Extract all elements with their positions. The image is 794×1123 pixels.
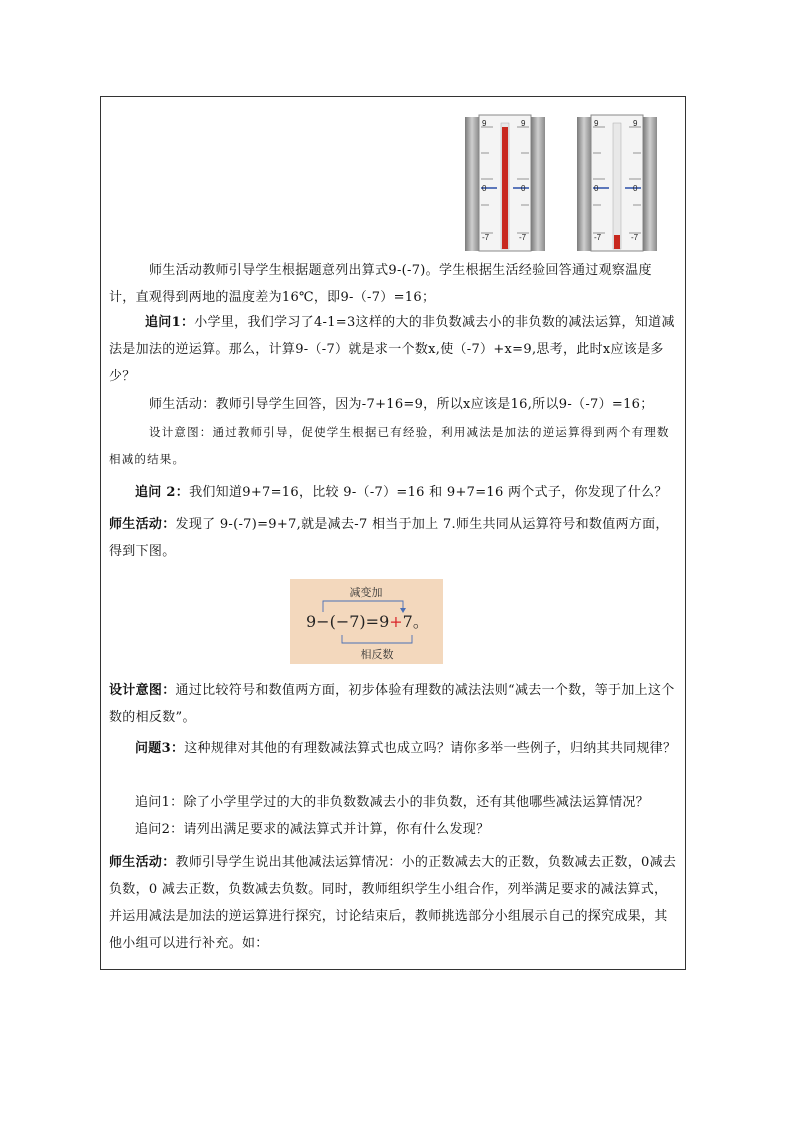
formula-expression-right: 7。 xyxy=(402,612,429,631)
mercury-column-1 xyxy=(502,127,508,249)
formula-expression-left: 9−(−7)=9 xyxy=(306,612,390,631)
follow-up-1-text: 小学里，我们学习了4-1=3这样的大的非负数减去小的非负数的减法运算，知道减法是加法的逆运算。那么，计算9-（-7）就是求一个数x,使（-7）+x=9,思考，此时x应该是多少？ xyxy=(109,315,675,384)
tick-label: 9 xyxy=(633,119,638,128)
svg-text:9−(−7)=9+7。 xyxy=(306,612,429,631)
tick-label: 9 xyxy=(521,119,526,128)
follow-up-2-label: 追问 2： xyxy=(135,485,190,500)
formula-plus-sign: + xyxy=(389,612,403,631)
tick-label: -7 xyxy=(631,233,639,242)
question-3-text: 这种规律对其他的有理数减法算式也成立吗？请你多举一些例子，归纳其共同规律？ xyxy=(184,741,677,756)
tick-label: -7 xyxy=(482,233,490,242)
design-intent-2-text: 通过比较符号和数值两方面，初步体验有理数的减法法则“减去一个数，等于加上这个数的相反数”。 xyxy=(109,683,675,725)
question-3-label: 问题3： xyxy=(135,741,185,756)
paragraph-activity-3 xyxy=(101,511,687,565)
formula-top-label: 减变加 xyxy=(349,586,383,599)
tick-label: 9 xyxy=(594,119,599,128)
activity-3-text: 发现了 9-(-7)=9+7,就是减去-7 相当于加上 7.师生共同从运算符号和数值两方面，得到下图。 xyxy=(109,517,669,559)
paragraph-question-3 xyxy=(101,735,687,762)
paragraph-follow-up-2 xyxy=(101,479,687,506)
activity-3-label: 师生活动： xyxy=(109,517,176,532)
paragraph-follow-up-4: 追问2：请列出满足要求的减法算式并计算，你有什么发现？ xyxy=(135,822,490,837)
paragraph-follow-up-1 xyxy=(101,309,687,390)
mercury-column-2 xyxy=(614,235,620,249)
activity-4-label: 师生活动： xyxy=(109,855,176,870)
tick-label: 0 xyxy=(594,184,599,193)
paragraph-design-intent-2 xyxy=(101,677,687,731)
tick-label: 9 xyxy=(482,119,487,128)
tick-label: -7 xyxy=(594,233,602,242)
follow-up-2-text: 我们知道9+7=16，比较 9-（-7）=16 和 9+7=16 两个式子，你发现了什么？ xyxy=(189,485,668,500)
paragraph-activity-4 xyxy=(101,849,687,957)
activity-4-text: 教师引导学生说出其他减法运算情况：小的正数减去大的正数，负数减去正数，0减去负数，0 减去正数，负数减去负数。同时，教师组织学生小组合作，列举满足要求的减法算式，并运用减法是加法的逆运算进行探究，讨论结束后，教师挑选部分小组展示自己的探究成果，其他小组可以进行补充。如： xyxy=(109,855,677,951)
paragraph-design-intent-1: 设计意图：通过教师引导，促使学生根据已有经验，利用减法是加法的逆运算得到两个有理数相减的结果。 xyxy=(109,425,670,466)
formula-figure xyxy=(290,579,443,664)
paragraph-activity-1: 师生活动教师引导学生根据题意列出算式9-(-7)。学生根据生活经验回答通过观察温度计，直观得到两地的温度差为16℃，即9-（-7）=16； xyxy=(109,263,652,305)
design-intent-2-label: 设计意图： xyxy=(109,683,176,698)
lesson-frame xyxy=(100,96,686,970)
follow-up-1-label: 追问1： xyxy=(145,315,195,330)
tick-label: 0 xyxy=(633,184,638,193)
tick-label: -7 xyxy=(519,233,527,242)
thermometer-2-figure xyxy=(575,113,659,253)
tick-label: 0 xyxy=(521,184,526,193)
paragraph-activity-2: 师生活动：教师引导学生回答，因为-7+16=9，所以x应该是16,所以9-（-7）=16； xyxy=(149,397,654,412)
paragraph-follow-up-3: 追问1：除了小学里学过的大的非负数数减去小的非负数，还有其他哪些减法运算情况？ xyxy=(135,795,649,810)
formula-diagram xyxy=(290,579,443,664)
formula-bottom-label: 相反数 xyxy=(360,648,394,661)
thermometer-2 xyxy=(575,113,659,253)
thermometer-1 xyxy=(463,113,547,253)
tick-label: 0 xyxy=(482,184,487,193)
thermometer-1-figure xyxy=(463,113,547,253)
